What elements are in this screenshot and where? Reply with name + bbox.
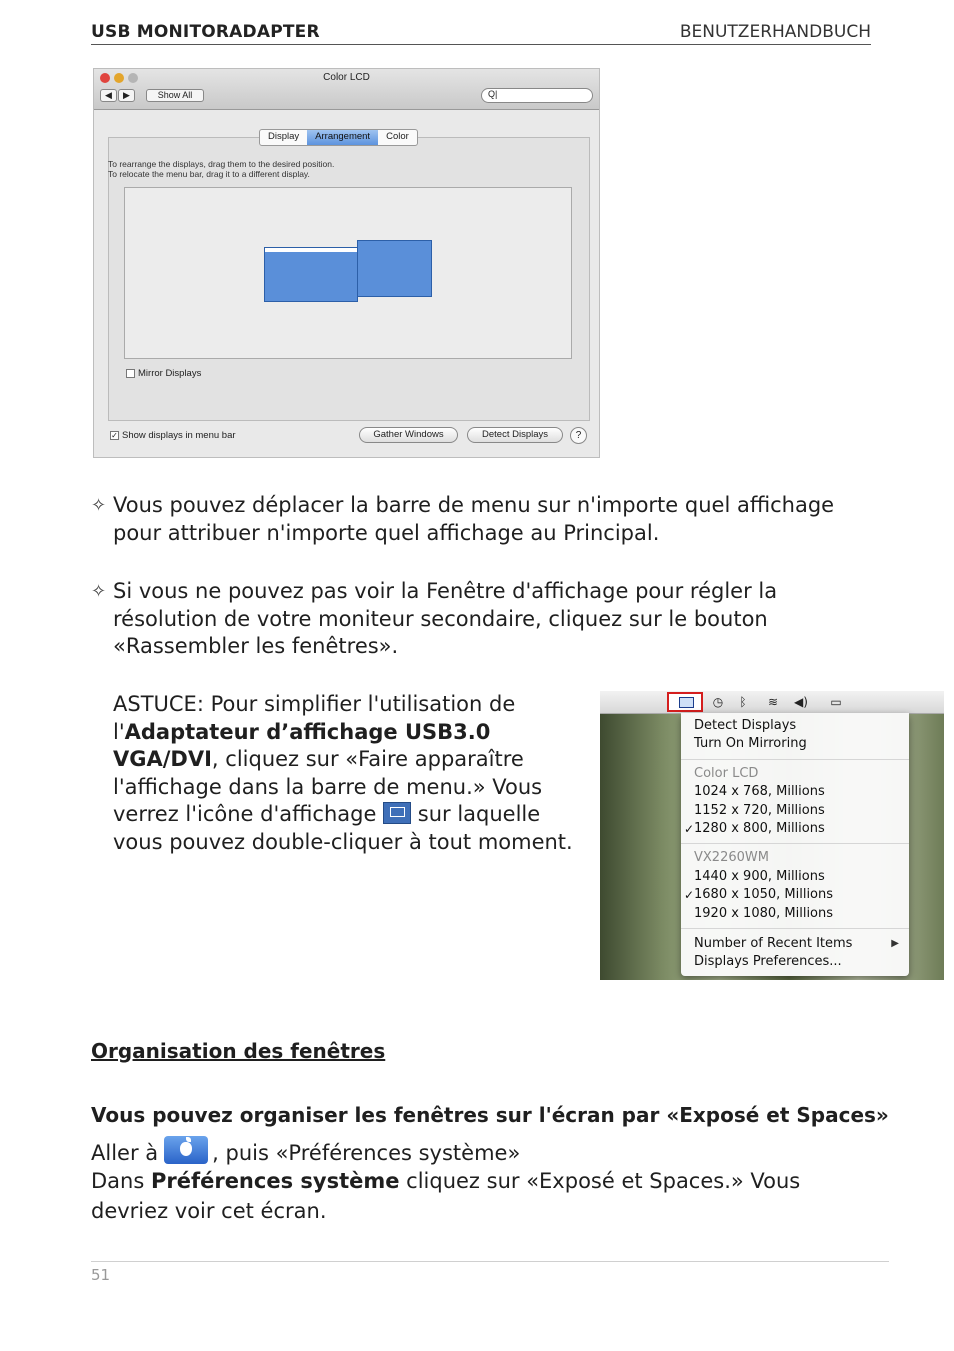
forward-arrow-icon[interactable]: ▶: [118, 89, 135, 102]
tab-arrangement[interactable]: Arrangement: [307, 130, 378, 145]
help-icon[interactable]: ?: [570, 427, 587, 444]
display-thumbnail-secondary[interactable]: [357, 240, 432, 297]
display-menu-icon[interactable]: [667, 692, 703, 712]
menu-separator: [681, 928, 909, 929]
show-all-button[interactable]: Show All: [146, 89, 204, 102]
display-menu-screenshot: [600, 691, 944, 980]
menu-header-vx2260wm: VX2260WM: [694, 850, 769, 865]
wifi-icon[interactable]: ≋: [767, 695, 779, 709]
display-dropdown-menu: [681, 713, 909, 976]
display-prefs-screenshot: [93, 68, 600, 458]
menu-item-turn-on-mirroring[interactable]: Turn On Mirroring: [694, 736, 807, 751]
show-in-menu-bar-checkbox[interactable]: ✓: [111, 431, 118, 440]
search-icon: Q|: [488, 89, 498, 99]
volume-icon[interactable]: ◀): [794, 695, 808, 709]
display-arrangement-area: [124, 187, 572, 359]
time-machine-icon[interactable]: ◷: [712, 695, 724, 709]
menu-item-recent-items[interactable]: Number of Recent Items: [694, 936, 853, 951]
menu-item-resolution[interactable]: 1152 x 720, Millions: [694, 803, 825, 818]
header-title-left: USB MONITORADAPTER: [91, 22, 320, 42]
mac-menu-bar: [600, 691, 944, 714]
menu-item-resolution[interactable]: 1440 x 900, Millions: [694, 869, 825, 884]
tab-color[interactable]: Color: [386, 131, 409, 142]
header-title-right: BENUTZERHANDBUCH: [679, 22, 871, 42]
menu-separator: [681, 843, 909, 844]
menu-header-color-lcd: Color LCD: [694, 766, 759, 781]
menu-item-resolution[interactable]: 1024 x 768, Millions: [694, 784, 825, 799]
section-lead: Vous pouvez organiser les fenêtres sur l'écran par «Exposé et Spaces»: [91, 1103, 889, 1127]
star-bullet-icon: ✧: [91, 581, 107, 602]
bullet-item: ✧ Si vous ne pouvez pas voir la Fenêtre d'affichage pour régler la résolution de votre moniteur secondaire, cliquez sur le bouton «Rassembler les fenêtres».: [91, 579, 778, 658]
checkmark-icon: ✓: [684, 888, 695, 902]
tip-paragraph: ASTUCE: Pour simplifier l'utilisation de l'Adaptateur d’affichage USB3.0 VGA/DVI, cliquez sur «Faire apparaître l'affichage dans la barre de menu.» Vous verrez l'icône d'affichage sur laquelle vous pouvez double-cliquer à tout moment.: [113, 692, 573, 854]
detect-displays-button[interactable]: Detect Displays: [467, 427, 563, 443]
instruction-line: Dans Préférences système cliquez sur «Exposé et Spaces.» Vous devriez voir cet écran.: [91, 1169, 801, 1223]
gather-windows-button[interactable]: Gather Windows: [359, 427, 458, 443]
page-number: 51: [91, 1266, 111, 1284]
submenu-arrow-icon: ▶: [891, 938, 899, 949]
show-in-menu-bar-label: Show displays in menu bar: [122, 430, 236, 441]
footer-divider: [91, 1261, 889, 1262]
bullet-item: ✧ Vous pouvez déplacer la barre de menu sur n'importe quel affichage pour attribuer n'importe quel affichage au Principal.: [91, 493, 835, 545]
apple-menu-icon: [164, 1136, 208, 1164]
display-thumbnail-primary[interactable]: [264, 247, 358, 302]
battery-icon[interactable]: ▭: [830, 695, 842, 709]
menu-item-resolution[interactable]: ✓ 1280 x 800, Millions: [684, 821, 825, 836]
tab-display[interactable]: Display: [268, 131, 300, 142]
menu-item-detect-displays[interactable]: Detect Displays: [694, 718, 797, 733]
arrangement-instructions: To rearrange the displays, drag them to the desired position. To relocate the menu bar, drag it to a different display.: [108, 159, 335, 179]
star-bullet-icon: ✧: [91, 495, 107, 516]
section-heading: Organisation des fenêtres: [91, 1039, 386, 1063]
instruction-line: Aller à , puis «Préférences système»: [91, 1136, 881, 1168]
page-header: [91, 22, 871, 45]
prefs-search-input[interactable]: [481, 88, 593, 103]
display-menu-icon: [383, 802, 411, 824]
mirror-displays-label: Mirror Displays: [138, 368, 202, 379]
menu-item-displays-preferences[interactable]: Displays Preferences...: [694, 954, 842, 969]
prefs-titlebar: [94, 69, 599, 110]
checkmark-icon: ✓: [684, 822, 695, 836]
prefs-tabs: [259, 129, 418, 146]
mirror-displays-checkbox[interactable]: [126, 369, 135, 378]
menu-separator: [681, 759, 909, 760]
menu-item-resolution[interactable]: ✓ 1680 x 1050, Millions: [684, 887, 834, 902]
back-arrow-icon[interactable]: ◀: [100, 89, 117, 102]
prefs-title: Color LCD: [323, 72, 370, 83]
menu-bar-indicator[interactable]: [265, 248, 357, 252]
bluetooth-icon[interactable]: ᛒ: [739, 695, 747, 709]
menu-item-resolution[interactable]: 1920 x 1080, Millions: [694, 906, 834, 921]
